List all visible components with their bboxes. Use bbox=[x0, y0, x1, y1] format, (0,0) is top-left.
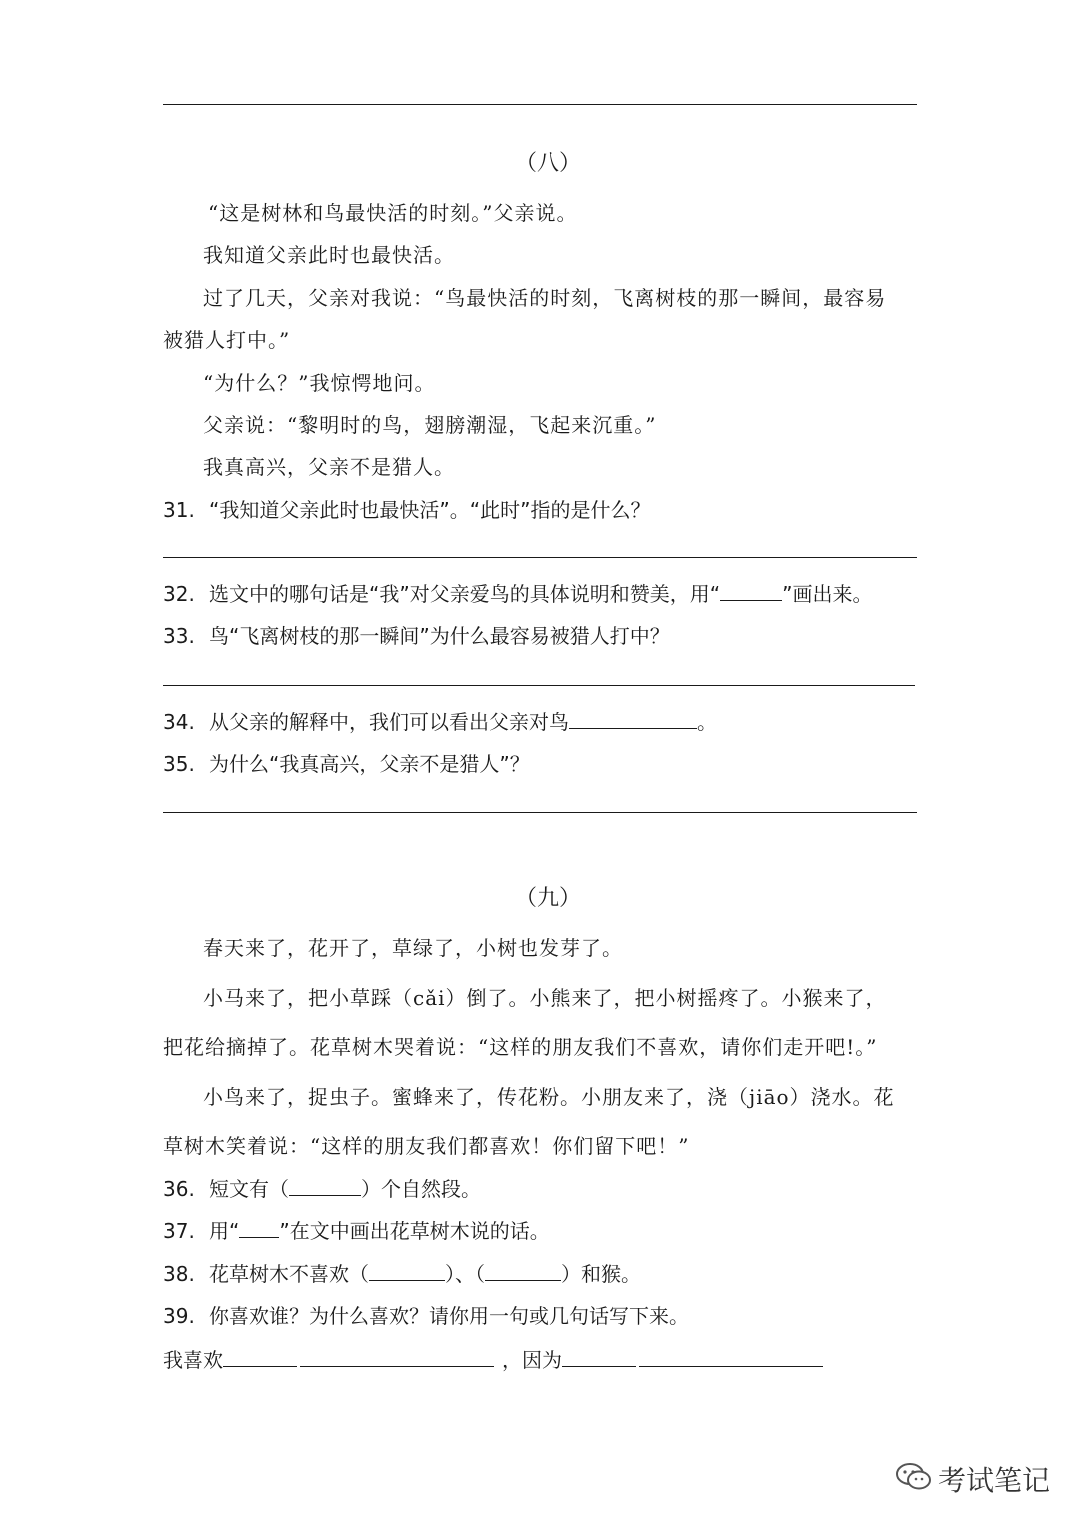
answer-label-like: 我喜欢 bbox=[163, 1348, 223, 1372]
question-text: 短文有（ bbox=[209, 1177, 289, 1201]
question-34 bbox=[163, 706, 717, 735]
question-text: “我知道父亲此时也最快活”。“此时”指的是什么？ bbox=[209, 498, 651, 522]
blank-38b[interactable] bbox=[485, 1262, 561, 1281]
question-number: 39. bbox=[163, 1304, 195, 1328]
question-text-end: 。 bbox=[697, 710, 717, 734]
passage-8-para-3-cont: 被猎人打中。” bbox=[163, 328, 291, 352]
question-text: 从父亲的解释中，我们可以看出父亲对鸟 bbox=[209, 710, 569, 734]
question-number: 35. bbox=[163, 752, 195, 776]
question-number: 33. bbox=[163, 624, 195, 648]
question-text-end: ”在文中画出花草树木说的话。 bbox=[279, 1219, 550, 1243]
answer-line-31[interactable] bbox=[163, 557, 917, 558]
blank-36[interactable] bbox=[289, 1177, 361, 1196]
question-text: 用“ bbox=[209, 1219, 240, 1243]
passage-8-para-6: 我真高兴，父亲不是猎人。 bbox=[203, 455, 455, 479]
question-35 bbox=[163, 748, 530, 777]
question-text: 花草树木不喜欢（ bbox=[209, 1262, 369, 1286]
question-text: 选文中的哪句话是“我”对父亲爱鸟的具体说明和赞美，用“ bbox=[209, 582, 721, 606]
question-text: 鸟“飞离树枝的那一瞬间”为什么最容易被猎人打中？ bbox=[209, 624, 670, 648]
passage-9-para-2: 小马来了，把小草踩（cǎi）倒了。小熊来了，把小树摇疼了。小猴来了， bbox=[203, 986, 887, 1010]
question-36 bbox=[163, 1173, 481, 1202]
question-number: 36. bbox=[163, 1177, 195, 1201]
question-39 bbox=[163, 1300, 689, 1329]
watermark-text: 考试笔记 bbox=[938, 1464, 1051, 1497]
question-31 bbox=[163, 494, 650, 523]
section-9-title: （九） bbox=[515, 886, 582, 911]
passage-8-para-1: “这是树林和鸟最快活的时刻。”父亲说。 bbox=[208, 201, 578, 225]
question-33 bbox=[163, 620, 670, 649]
top-divider bbox=[163, 104, 917, 105]
blank-38a[interactable] bbox=[369, 1262, 445, 1281]
blank-37[interactable] bbox=[239, 1219, 279, 1238]
question-number: 31. bbox=[163, 498, 195, 522]
passage-8-para-5: 父亲说：“黎明时的鸟，翅膀潮湿，飞起来沉重。” bbox=[203, 413, 657, 437]
passage-9-para-1: 春天来了，花开了，草绿了，小树也发芽了。 bbox=[203, 936, 623, 960]
question-text-end: ”画出来。 bbox=[782, 582, 873, 606]
answer-blank-because-2[interactable] bbox=[639, 1348, 823, 1367]
answer-blank-like-2[interactable] bbox=[300, 1348, 494, 1367]
answer-row-39 bbox=[163, 1344, 823, 1373]
wechat-icon bbox=[894, 1461, 934, 1493]
question-32 bbox=[163, 578, 872, 607]
question-text-mid: ）、（ bbox=[445, 1262, 485, 1286]
passage-9-para-3: 小鸟来了，捉虫子。蜜蜂来了，传花粉。小朋友来了，浇（jiāo）浇水。花 bbox=[203, 1085, 895, 1109]
question-number: 37. bbox=[163, 1219, 195, 1243]
answer-label-because: ，因为 bbox=[502, 1348, 562, 1372]
question-number: 38. bbox=[163, 1262, 195, 1286]
answer-blank-because-1[interactable] bbox=[562, 1348, 636, 1367]
passage-9-para-3-cont: 草树木笑着说：“这样的朋友我们都喜欢！你们留下吧！” bbox=[163, 1134, 690, 1158]
question-38 bbox=[163, 1258, 641, 1287]
question-number: 34. bbox=[163, 710, 195, 734]
answer-blank-like-1[interactable] bbox=[223, 1348, 297, 1367]
answer-line-35[interactable] bbox=[163, 812, 917, 813]
question-number: 32. bbox=[163, 582, 195, 606]
blank-34[interactable] bbox=[569, 710, 697, 729]
question-text: 为什么“我真高兴，父亲不是猎人”？ bbox=[209, 752, 530, 776]
blank-32[interactable] bbox=[720, 582, 782, 601]
passage-8-para-2: 我知道父亲此时也最快活。 bbox=[203, 243, 455, 267]
passage-9-para-2-cont: 把花给摘掉了。花草树木哭着说：“这样的朋友我们不喜欢，请你们走开吧!。” bbox=[163, 1035, 878, 1059]
passage-8-para-3: 过了几天，父亲对我说：“鸟最快活的时刻，飞离树枝的那一瞬间，最容易 bbox=[203, 286, 887, 310]
passage-8-para-4: “为什么？”我惊愕地问。 bbox=[203, 371, 436, 395]
question-text-end: ）和猴。 bbox=[561, 1262, 641, 1286]
question-text: 你喜欢谁？为什么喜欢？请你用一句或几句话写下来。 bbox=[209, 1304, 689, 1328]
question-37 bbox=[163, 1215, 550, 1244]
section-8-title: （八） bbox=[515, 151, 582, 176]
question-text-end: ）个自然段。 bbox=[361, 1177, 481, 1201]
answer-line-33[interactable] bbox=[163, 685, 915, 686]
